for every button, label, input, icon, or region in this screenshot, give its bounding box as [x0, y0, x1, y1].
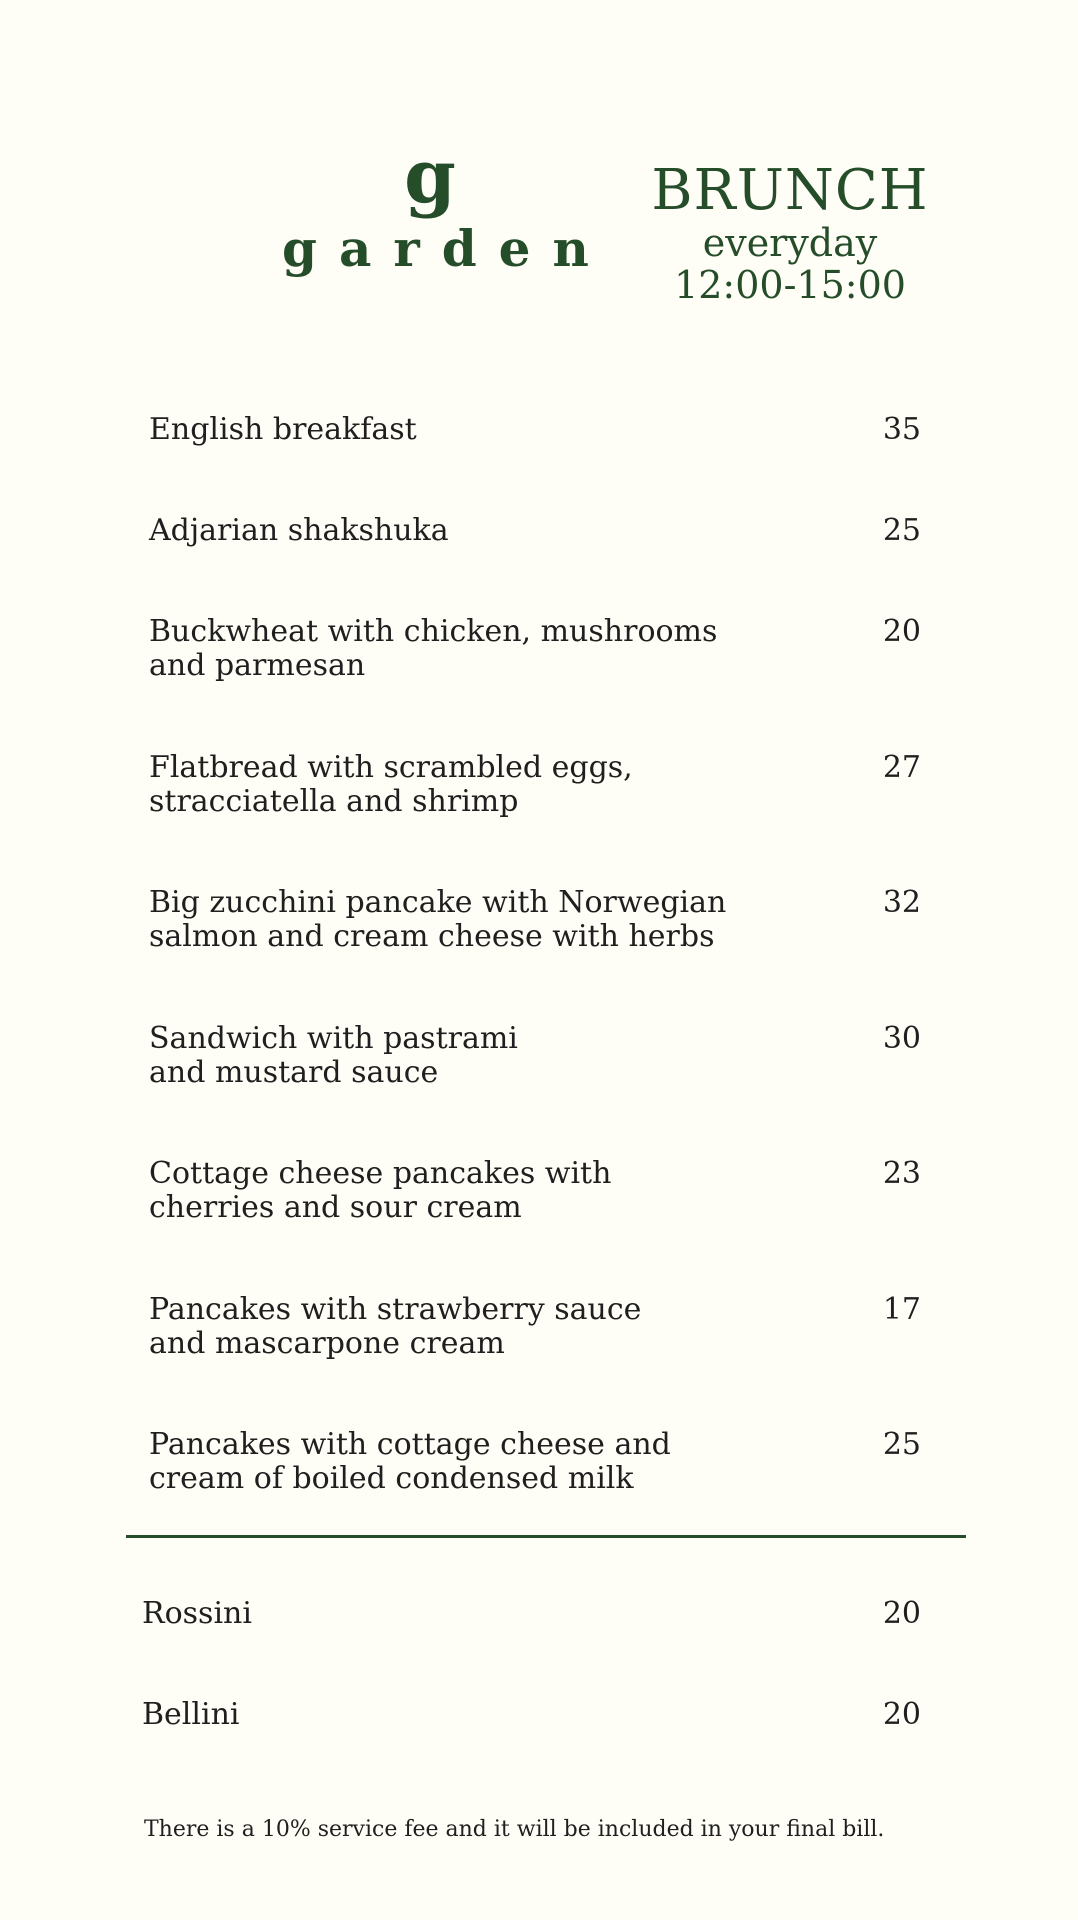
menu-item-price: 35 — [882, 412, 921, 447]
menu-item-price: 30 — [882, 1021, 921, 1056]
menu-item-name: Cottage cheese pancakes with cherries and sour cream — [149, 1156, 612, 1225]
logo-mark: g — [404, 134, 456, 220]
menu-item — [149, 886, 921, 954]
garden-logo — [260, 134, 611, 278]
menu-item-price: 20 — [882, 614, 921, 649]
drink-item-price: 20 — [882, 1596, 921, 1631]
menu-item-name: Pancakes with strawberry sauce and mascarpone cream — [149, 1292, 642, 1361]
menu-item-price: 25 — [882, 1427, 921, 1462]
menu-item — [149, 1022, 921, 1090]
drink-item-name: Rossini — [142, 1596, 252, 1631]
menu-item-name: Flatbread with scrambled eggs, stracciatella and shrimp — [149, 750, 633, 819]
menu-item-price: 32 — [882, 885, 921, 920]
menu-item — [149, 1157, 921, 1225]
brunch-header — [640, 160, 940, 306]
menu-item — [149, 1293, 921, 1361]
menu-item — [149, 751, 921, 819]
brunch-days: everyday — [702, 221, 878, 265]
menu-item-name: Sandwich with pastrami and mustard sauce — [149, 1021, 518, 1090]
menu-item-price: 27 — [882, 750, 921, 785]
drink-item-price: 20 — [882, 1697, 921, 1732]
service-fee-note: There is a 10% service fee and it will be included in your final bill. — [144, 1817, 885, 1842]
logo-wordmark: garden — [282, 219, 611, 278]
drink-item-name: Bellini — [142, 1697, 240, 1732]
menu-item — [149, 1428, 921, 1496]
menu-item-name: English breakfast — [149, 412, 417, 447]
menu-item-price: 17 — [882, 1292, 921, 1327]
menu-item-price: 23 — [882, 1156, 921, 1191]
menu-item — [149, 615, 921, 683]
menu-item-name: Adjarian shakshuka — [149, 513, 449, 548]
menu-item-name: Buckwheat with chicken, mushrooms and parmesan — [149, 614, 718, 683]
menu-item-name: Pancakes with cottage cheese and cream of boiled condensed milk — [149, 1427, 671, 1496]
drink-item — [142, 1597, 921, 1631]
menu-item-name: Big zucchini pancake with Norwegian salmon and cream cheese with herbs — [149, 885, 727, 954]
brunch-title: BRUNCH — [651, 158, 929, 223]
section-divider — [126, 1535, 966, 1538]
drink-item — [142, 1698, 921, 1732]
menu-item — [149, 413, 921, 447]
brunch-hours: 12:00-15:00 — [674, 263, 906, 307]
menu-item — [149, 514, 921, 548]
menu-item-price: 25 — [882, 513, 921, 548]
